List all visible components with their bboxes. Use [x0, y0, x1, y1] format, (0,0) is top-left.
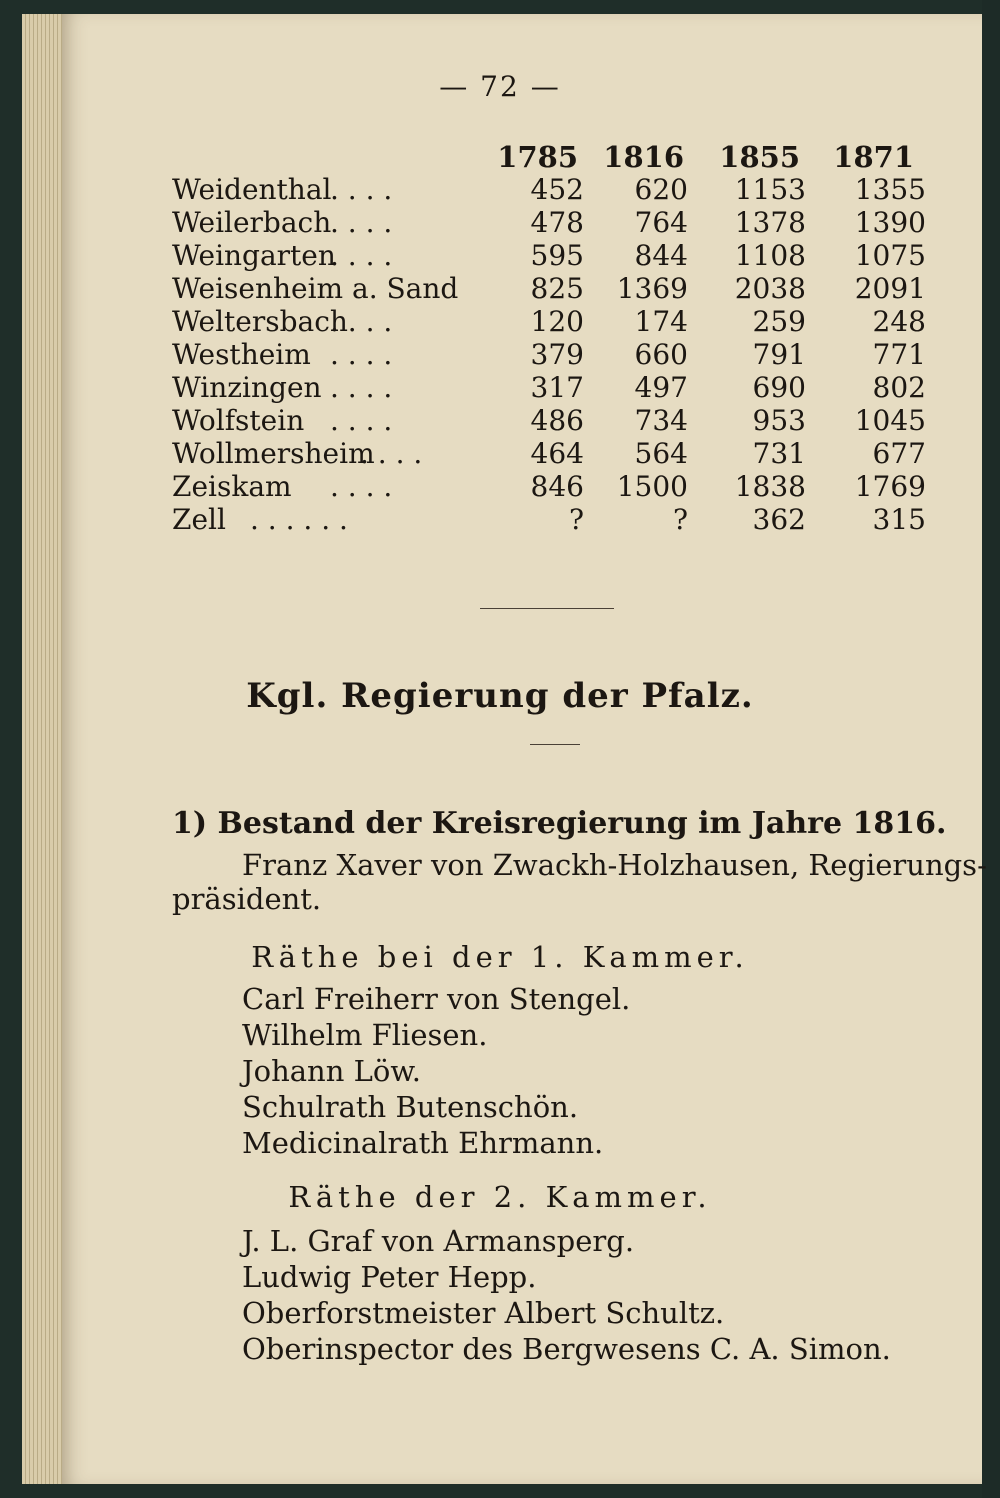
member-name: Ludwig Peter Hepp.	[242, 1260, 537, 1294]
place-name: Westheim	[172, 338, 311, 371]
member-name: Medicinalrath Ehrmann.	[242, 1126, 604, 1160]
table-header	[0, 140, 1000, 173]
value-1785: 478	[530, 206, 584, 239]
value-1871: 315	[872, 503, 926, 536]
place-name: Winzingen	[172, 371, 322, 404]
member-name: Wilhelm Fliesen.	[242, 1018, 488, 1052]
place-name: Weingarten	[172, 239, 336, 272]
value-1871: 1075	[854, 239, 926, 272]
value-1871: 248	[872, 305, 926, 338]
chamber-1-title: Räthe bei der 1. Kammer.	[251, 940, 749, 974]
table-row	[0, 503, 1000, 536]
header-1785: 1785	[497, 140, 578, 174]
value-1785: 452	[530, 173, 584, 206]
value-1855: 362	[752, 503, 806, 536]
value-1871: 802	[872, 371, 926, 404]
value-1871: 1769	[854, 470, 926, 503]
value-1816: 1369	[616, 272, 688, 305]
leader-dots: . . . .	[360, 437, 423, 470]
table-row	[0, 206, 1000, 239]
value-1785: 464	[530, 437, 584, 470]
value-1855: 791	[752, 338, 806, 371]
place-name: Weilerbach	[172, 206, 332, 239]
table-row	[0, 173, 1000, 206]
value-1855: 690	[752, 371, 806, 404]
place-name: Weidenthal	[172, 173, 332, 206]
value-1871: 677	[872, 437, 926, 470]
value-1816: 764	[634, 206, 688, 239]
value-1871: 1355	[854, 173, 926, 206]
member-name: Johann Löw.	[242, 1054, 421, 1088]
value-1871: 771	[872, 338, 926, 371]
value-1855: 953	[752, 404, 806, 437]
leader-dots: . . . .	[330, 338, 393, 371]
value-1816: 564	[634, 437, 688, 470]
value-1855: 731	[752, 437, 806, 470]
value-1785: 317	[530, 371, 584, 404]
place-name: Zeiskam	[172, 470, 292, 503]
section-heading: Kgl. Regierung der Pfalz.	[246, 676, 754, 716]
leader-dots: . . . .	[330, 404, 393, 437]
table-row	[0, 239, 1000, 272]
value-1785: 825	[530, 272, 584, 305]
table-row	[0, 470, 1000, 503]
value-1785: 120	[530, 305, 584, 338]
place-name: Wolfstein	[172, 404, 305, 437]
leader-dots: . . . . . .	[250, 503, 348, 536]
leader-dots: . . . .	[330, 371, 393, 404]
member-name: Schulrath Butenschön.	[242, 1090, 579, 1124]
place-name: Zell	[172, 503, 226, 536]
leader-dots: . . . .	[330, 239, 393, 272]
table-row	[0, 305, 1000, 338]
member-name: Carl Freiherr von Stengel.	[242, 982, 631, 1016]
table-row	[0, 371, 1000, 404]
table-row	[0, 338, 1000, 371]
member-name: Oberinspector des Bergwesens C. A. Simon.	[242, 1332, 891, 1366]
value-1785: 595	[530, 239, 584, 272]
header-1855: 1855	[719, 140, 800, 174]
chamber-2-title: Räthe der 2. Kammer.	[288, 1180, 712, 1214]
population-table	[0, 140, 1000, 536]
table-body	[0, 173, 1000, 536]
table-row	[0, 272, 1000, 305]
ornament-line	[530, 744, 580, 745]
leader-dots: . . . .	[330, 173, 393, 206]
value-1816: 844	[634, 239, 688, 272]
table-row	[0, 404, 1000, 437]
value-1785: 486	[530, 404, 584, 437]
value-1816: 620	[634, 173, 688, 206]
president-line-1: Franz Xaver von Zwackh-Holzhausen, Regierungs-	[242, 848, 987, 882]
table-row	[0, 437, 1000, 470]
value-1855: 1378	[734, 206, 806, 239]
leader-dots: . . . .	[330, 305, 393, 338]
value-1816: 174	[634, 305, 688, 338]
subsection-title: 1) Bestand der Kreisregierung im Jahre 1816.	[172, 806, 947, 841]
value-1871: 2091	[854, 272, 926, 305]
leader-dots: . . . .	[330, 470, 393, 503]
place-name: Weisenheim a. Sand	[172, 272, 459, 305]
page-number: — 72 —	[439, 70, 561, 103]
value-1816: 734	[634, 404, 688, 437]
value-1785: 379	[530, 338, 584, 371]
value-1855: 1838	[734, 470, 806, 503]
value-1871: 1045	[854, 404, 926, 437]
value-1785: ?	[568, 503, 584, 536]
value-1855: 1108	[734, 239, 806, 272]
value-1855: 259	[752, 305, 806, 338]
header-1816: 1816	[603, 140, 684, 174]
member-name: J. L. Graf von Armansperg.	[242, 1224, 635, 1258]
value-1785: 846	[530, 470, 584, 503]
value-1816: 497	[634, 371, 688, 404]
place-name: Wollmersheim	[172, 437, 375, 470]
value-1816: 1500	[616, 470, 688, 503]
value-1855: 2038	[734, 272, 806, 305]
divider-line	[480, 608, 614, 609]
value-1816: 660	[634, 338, 688, 371]
president-line-2: präsident.	[172, 882, 322, 916]
header-1871: 1871	[833, 140, 914, 174]
leader-dots: . . . .	[330, 206, 393, 239]
value-1855: 1153	[734, 173, 806, 206]
value-1871: 1390	[854, 206, 926, 239]
value-1816: ?	[672, 503, 688, 536]
place-name: Weltersbach	[172, 305, 348, 338]
member-name: Oberforstmeister Albert Schultz.	[242, 1296, 725, 1330]
